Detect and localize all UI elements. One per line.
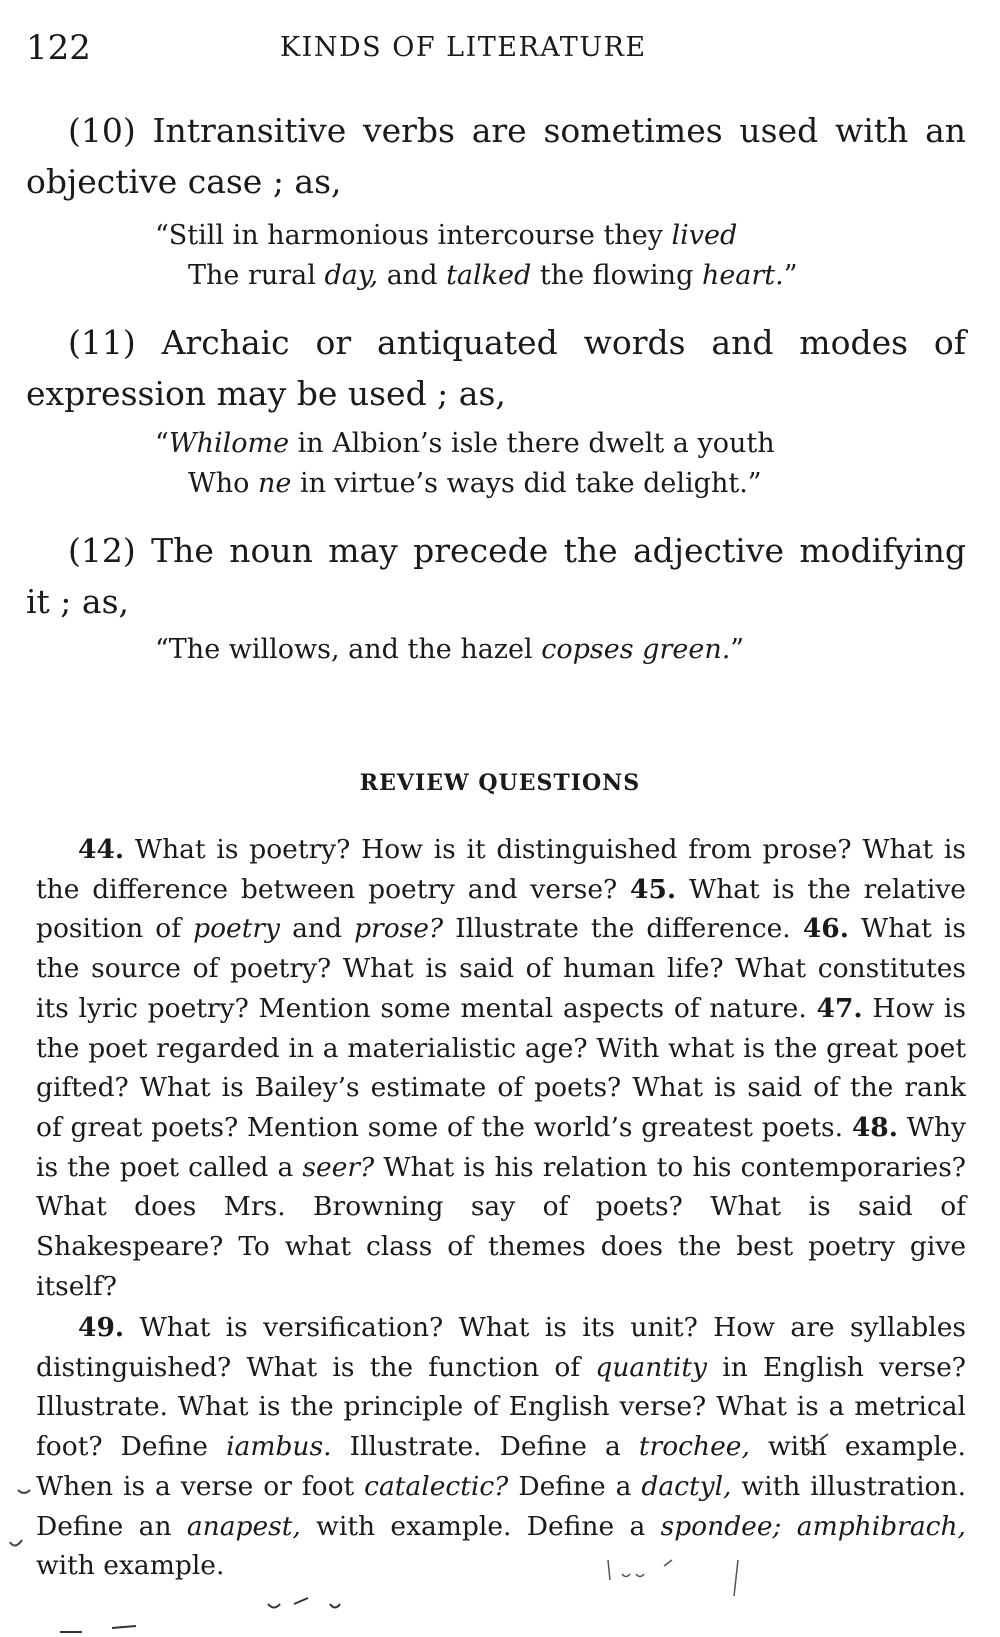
question-text: Why is the poet called a: [36, 1111, 967, 1183]
scansion-marks-bottom: [268, 1598, 340, 1608]
rule-12-continuation: it ; as,: [26, 582, 130, 621]
quote-italic: copses green.: [541, 634, 731, 665]
quote-text: Who: [188, 468, 258, 499]
quote-italic: lived: [671, 220, 738, 251]
question-italic: spondee;: [660, 1510, 782, 1542]
question-italic: prose?: [354, 913, 444, 945]
pencil-tick: [608, 1560, 610, 1580]
scansion-mark: [622, 1560, 672, 1577]
question-italic: poetry: [193, 913, 281, 945]
question-number: 46.: [802, 913, 849, 945]
question-text: What is versification? What is its unit? How are syllables distinguished? What is the function of: [36, 1312, 966, 1383]
question-italic: iambus.: [226, 1431, 332, 1463]
question-text: What is poetry? How is it distinguished from prose? What is the difference between poetry and verse?: [36, 834, 966, 905]
quote-italic: heart.: [701, 260, 784, 291]
quote-text: the flowing: [531, 260, 702, 291]
pencil-dashes: [60, 1626, 136, 1632]
quote-text: “Still in harmonious intercourse they: [155, 220, 672, 251]
quote-text: “The willows, and the hazel: [155, 634, 542, 665]
question-text: with example.: [36, 1550, 225, 1582]
quote-text: and: [378, 260, 447, 291]
rule-11-intro: (11) Archaic or antiquated words and modes of: [68, 323, 966, 362]
question-number: 47.: [816, 992, 863, 1024]
quote-italic: talked: [446, 260, 532, 291]
question-text: What is the relative position of: [36, 873, 966, 945]
quote-italic: ne: [257, 468, 292, 499]
running-title: KINDS OF LITERATURE: [280, 32, 647, 63]
question-text: in English verse? Illustrate. What is the principle of English verse? What is a metrical foot? Define: [36, 1351, 966, 1463]
question-number: 44.: [78, 834, 125, 865]
quote-italic: day,: [324, 260, 379, 291]
check-mark: [10, 1540, 22, 1546]
question-italic: dactyl,: [641, 1470, 732, 1502]
question-text: What is the source of poetry? What is said of human life? What constitutes its lyric poetry? Mention some mental aspects of nature.: [36, 913, 966, 1024]
quote-text: “: [155, 428, 169, 459]
pencil-stroke: [734, 1560, 738, 1596]
question-number: 49.: [78, 1312, 125, 1343]
question-italic: seer?: [302, 1151, 375, 1183]
review-questions-heading: REVIEW QUESTIONS: [359, 770, 641, 796]
page-number: 122: [26, 28, 91, 68]
rule-11-continuation: expression may be used ; as,: [26, 374, 506, 413]
question-text: and: [280, 913, 355, 945]
question-text: Define a: [508, 1470, 642, 1502]
scansion-breve-mark: [806, 1448, 816, 1452]
question-text: Illustrate the difference.: [443, 913, 803, 945]
quote-text: in virtue’s ways did take delight.”: [291, 468, 762, 499]
scansion-breve-mark: [18, 1490, 30, 1493]
question-text: with example. When is a verse or foot: [36, 1431, 966, 1502]
question-italic: amphibrach,: [796, 1510, 966, 1542]
question-italic: anapest,: [186, 1510, 301, 1542]
quote-text: in Albion’s isle there dwelt a youth: [289, 428, 775, 459]
question-number: 45.: [630, 873, 677, 905]
quote-italic: Whilome: [168, 428, 290, 459]
question-text: with illustration. Define an: [36, 1470, 967, 1542]
quote-text: ”: [730, 634, 745, 665]
question-number: 48.: [851, 1111, 898, 1143]
rule-10-intro: (10) Intransitive verbs are sometimes used with an: [68, 111, 966, 150]
question-italic: trochee,: [638, 1431, 750, 1463]
rule-10-continuation: objective case ; as,: [26, 162, 342, 201]
question-text: with example. Define a: [300, 1510, 661, 1542]
rule-12-intro: (12) The noun may precede the adjective modifying: [68, 531, 966, 570]
question-text: Illustrate. Define a: [331, 1431, 639, 1463]
scansion-stress-mark: [820, 1434, 828, 1440]
question-text: How is the poet regarded in a materialistic age? With what is the great poet gifted? What is Bailey’s estimate of poets? What is said of the rank of great poets? Mention some of the world’s greatest poets.: [36, 992, 966, 1143]
question-text: What is his relation to his contemporaries? What does Mrs. Browning say of poets? What is said of Shakespeare? To what class of themes does the best poetry give itself?: [36, 1151, 966, 1302]
question-italic: catalectic?: [364, 1470, 509, 1502]
question-italic: quantity: [595, 1351, 708, 1383]
quote-text: The rural: [188, 260, 325, 291]
quote-text: ”: [783, 260, 798, 291]
